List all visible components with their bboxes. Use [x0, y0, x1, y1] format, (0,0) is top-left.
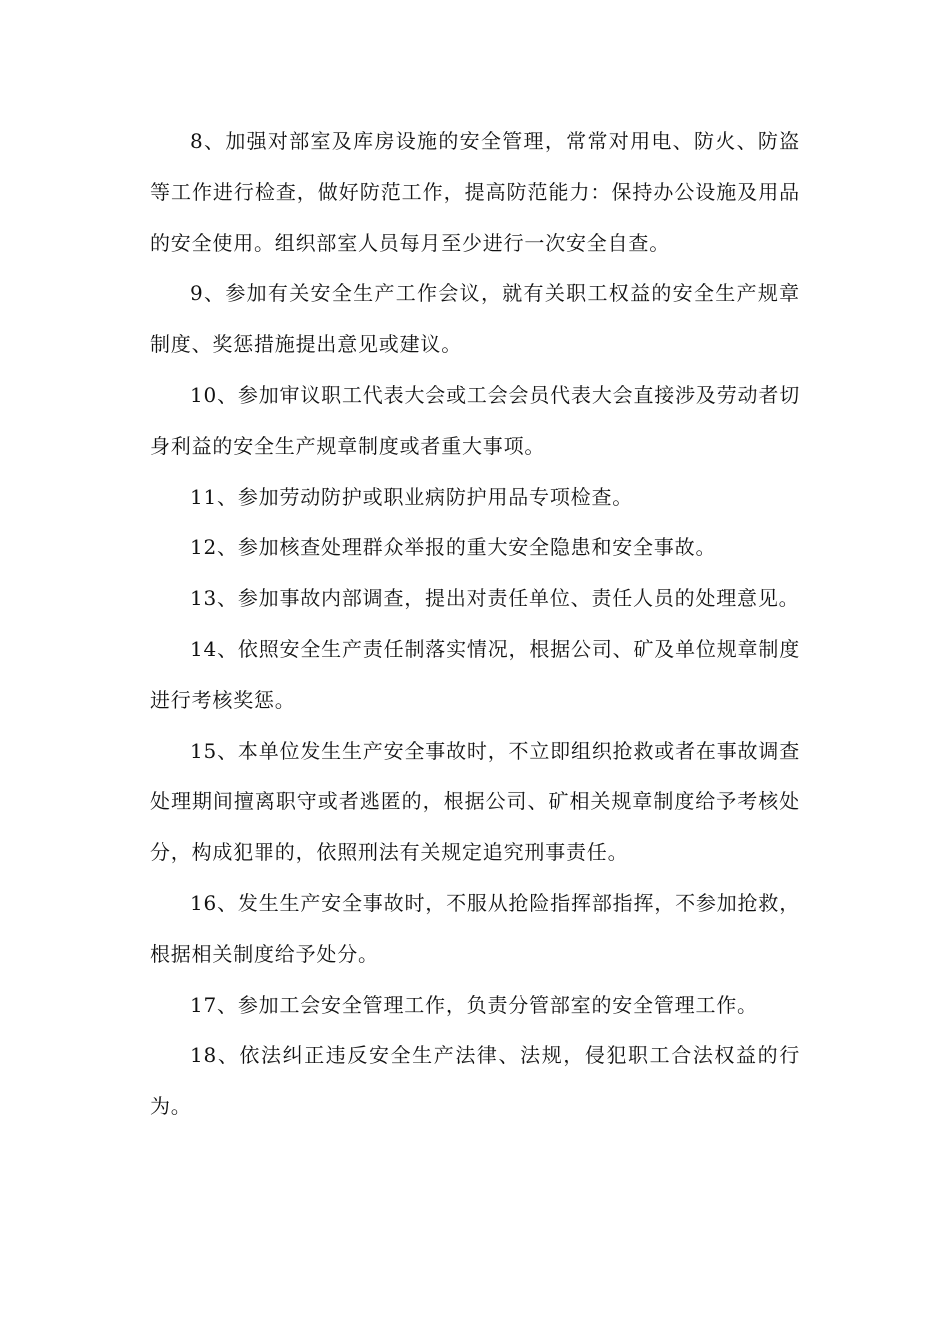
paragraph-item-13: 13、参加事故内部调查，提出对责任单位、责任人员的处理意见。	[190, 586, 800, 611]
document-body	[150, 116, 800, 1132]
paragraph-item-8: 8、加强对部室及库房设施的安全管理，常常对用电、防火、防盗等工作进行检查，做好防范工作，提高防范能力：保持办公设施及用品的安全使用。组织部室人员每月至少进行一次安全自查。	[150, 129, 800, 255]
paragraph-item-10: 10、参加审议职工代表大会或工会会员代表大会直接涉及劳动者切身利益的安全生产规章制度或者重大事项。	[150, 382, 800, 458]
paragraph-item-17: 17、参加工会安全管理工作，负责分管部室的安全管理工作。	[190, 992, 758, 1017]
paragraph-item-12: 12、参加核查处理群众举报的重大安全隐患和安全事故。	[190, 535, 717, 560]
paragraph-item-14: 14、依照安全生产责任制落实情况，根据公司、矿及单位规章制度进行考核奖惩。	[150, 636, 800, 712]
paragraph-item-9: 9、参加有关安全生产工作会议，就有关职工权益的安全生产规章制度、奖惩措施提出意见或建议。	[150, 281, 800, 357]
paragraph-item-15: 15、本单位发生生产安全事故时，不立即组织抢救或者在事故调查处理期间擅离职守或者逃匿的，根据公司、矿相关规章制度给予考核处分，构成犯罪的，依照刑法有关规定追究刑事责任。	[150, 738, 800, 865]
paragraph-item-18: 18、依法纠正违反安全生产法律、法规，侵犯职工合法权益的行为。	[150, 1043, 800, 1119]
paragraph-item-16: 16、发生生产安全事故时，不服从抢险指挥部指挥，不参加抢救，根据相关制度给予处分。	[150, 890, 800, 966]
paragraph-item-11: 11、参加劳动防护或职业病防护用品专项检查。	[190, 484, 634, 509]
